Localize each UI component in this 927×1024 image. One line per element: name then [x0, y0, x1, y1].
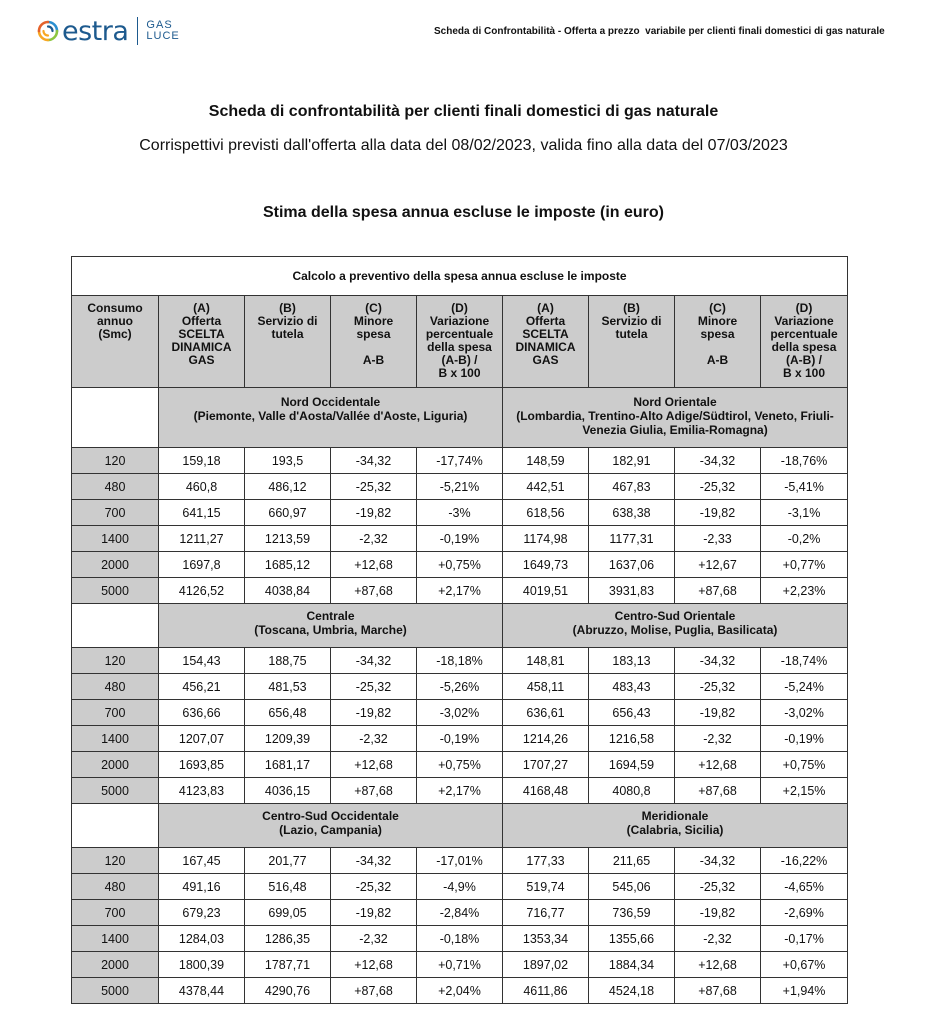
consumption-cell: 1400	[72, 926, 159, 952]
value-d-cell: -18,18%	[417, 648, 503, 674]
header-line: B x 100	[783, 366, 826, 380]
region-list: (Lombardia, Trentino-Alto Adige/Südtirol, Veneto, Friuli-Venezia Giulia, Emilia-Romagna)	[516, 409, 834, 437]
header-line: (C)	[709, 301, 726, 315]
column-header-consumo	[72, 296, 159, 388]
value-a-cell: 641,15	[159, 500, 245, 526]
region-name: Nord Orientale	[633, 395, 717, 409]
value-b-cell: 183,13	[589, 648, 675, 674]
value-a-cell: 460,8	[159, 474, 245, 500]
value-a-cell: 1174,98	[503, 526, 589, 552]
region-header-left	[159, 604, 503, 648]
header-line: Minore	[353, 314, 394, 328]
value-c-cell: +12,68	[675, 752, 761, 778]
value-b-cell: 4036,15	[245, 778, 331, 804]
page-title: Scheda di confrontabilità per clienti finali domestici di gas naturale	[208, 103, 719, 120]
region-header-row	[72, 604, 848, 648]
column-header-b-tutela-right	[589, 296, 675, 388]
value-d-cell: -4,65%	[761, 874, 848, 900]
value-b-cell: 1685,12	[245, 552, 331, 578]
value-d-cell: -17,74%	[417, 448, 503, 474]
column-header-c-minore-spesa-right	[675, 296, 761, 388]
value-d-cell: +2,04%	[417, 978, 503, 1004]
header-line: della spesa	[771, 340, 837, 354]
value-d-cell: -18,76%	[761, 448, 848, 474]
value-c-cell: -25,32	[675, 874, 761, 900]
value-a-cell: 4611,86	[503, 978, 589, 1004]
value-a-cell: 636,61	[503, 700, 589, 726]
column-header-d-variazione-right	[761, 296, 848, 388]
value-b-cell: 4038,84	[245, 578, 331, 604]
table-row	[72, 848, 848, 874]
value-b-cell: 545,06	[589, 874, 675, 900]
region-name: Centro-Sud Occidentale	[262, 809, 399, 823]
header-line: (B)	[279, 301, 296, 315]
value-c-cell: -19,82	[331, 700, 417, 726]
value-b-cell: 483,43	[589, 674, 675, 700]
value-c-cell: -34,32	[675, 448, 761, 474]
value-c-cell: +87,68	[331, 978, 417, 1004]
value-b-cell: 1787,71	[245, 952, 331, 978]
value-a-cell: 148,81	[503, 648, 589, 674]
value-d-cell: -3,02%	[417, 700, 503, 726]
value-b-cell: 1209,39	[245, 726, 331, 752]
region-header-row	[72, 388, 848, 448]
header-line: Variazione	[429, 314, 490, 328]
value-d-cell: -0,19%	[761, 726, 848, 752]
header-line: (D)	[451, 301, 468, 315]
table-row	[72, 874, 848, 900]
value-a-cell: 1353,34	[503, 926, 589, 952]
value-d-cell: -4,9%	[417, 874, 503, 900]
value-d-cell: -17,01%	[417, 848, 503, 874]
value-c-cell: -19,82	[675, 700, 761, 726]
header-line: spesa	[356, 327, 391, 341]
column-header-a-offerta-right	[503, 296, 589, 388]
value-b-cell: 1637,06	[589, 552, 675, 578]
value-d-cell: +0,77%	[761, 552, 848, 578]
header-line: tutela	[615, 327, 648, 341]
value-a-cell: 159,18	[159, 448, 245, 474]
header-line: B x 100	[438, 366, 481, 380]
value-a-cell: 1214,26	[503, 726, 589, 752]
table-row	[72, 674, 848, 700]
value-d-cell: -0,17%	[761, 926, 848, 952]
blank-cell	[72, 388, 159, 448]
column-header-b-tutela-left	[245, 296, 331, 388]
header-line: (B)	[623, 301, 640, 315]
value-a-cell: 1697,8	[159, 552, 245, 578]
value-a-cell: 519,74	[503, 874, 589, 900]
consumption-cell: 2000	[72, 752, 159, 778]
value-d-cell: -3,1%	[761, 500, 848, 526]
value-b-cell: 1216,58	[589, 726, 675, 752]
value-a-cell: 154,43	[159, 648, 245, 674]
value-a-cell: 4123,83	[159, 778, 245, 804]
header-line: Servizio di	[257, 314, 318, 328]
value-b-cell: 516,48	[245, 874, 331, 900]
header-line: Minore	[697, 314, 738, 328]
value-b-cell: 1884,34	[589, 952, 675, 978]
header-line: tutela	[271, 327, 304, 341]
value-b-cell: 3931,83	[589, 578, 675, 604]
value-d-cell: -0,2%	[761, 526, 848, 552]
value-c-cell: -2,32	[675, 926, 761, 952]
consumption-cell: 480	[72, 674, 159, 700]
value-c-cell: -25,32	[331, 674, 417, 700]
value-c-cell: -2,32	[331, 926, 417, 952]
table-row	[72, 752, 848, 778]
consumption-cell: 120	[72, 648, 159, 674]
logo-subtitle: GAS LUCE	[146, 19, 180, 42]
value-a-cell: 1693,85	[159, 752, 245, 778]
consumption-cell: 700	[72, 500, 159, 526]
value-c-cell: -34,32	[675, 648, 761, 674]
value-a-cell: 458,11	[503, 674, 589, 700]
value-c-cell: +87,68	[675, 778, 761, 804]
region-list: (Toscana, Umbria, Marche)	[254, 623, 407, 637]
value-c-cell: -19,82	[675, 500, 761, 526]
consumption-cell: 5000	[72, 978, 159, 1004]
value-a-cell: 716,77	[503, 900, 589, 926]
value-b-cell: 736,59	[589, 900, 675, 926]
value-c-cell: +87,68	[331, 778, 417, 804]
header-line: della spesa	[427, 340, 492, 354]
consumption-cell: 480	[72, 474, 159, 500]
table-row	[72, 700, 848, 726]
consumption-cell: 700	[72, 900, 159, 926]
blank-cell	[72, 604, 159, 648]
region-list: (Calabria, Sicilia)	[626, 823, 724, 837]
value-d-cell: -5,26%	[417, 674, 503, 700]
value-c-cell: -25,32	[331, 874, 417, 900]
value-a-cell: 618,56	[503, 500, 589, 526]
value-c-cell: -25,32	[675, 674, 761, 700]
table-caption: Calcolo a preventivo della spesa annua escluse le imposte	[72, 257, 848, 296]
consumption-cell: 120	[72, 448, 159, 474]
value-b-cell: 1694,59	[589, 752, 675, 778]
value-c-cell: -25,32	[331, 474, 417, 500]
consumption-cell: 480	[72, 874, 159, 900]
value-b-cell: 1213,59	[245, 526, 331, 552]
header-line: Offerta	[181, 314, 222, 328]
value-b-cell: 660,97	[245, 500, 331, 526]
value-b-cell: 481,53	[245, 674, 331, 700]
value-d-cell: +0,67%	[761, 952, 848, 978]
value-a-cell: 456,21	[159, 674, 245, 700]
header-line: GAS	[532, 353, 559, 367]
region-name: Centrale	[306, 609, 355, 623]
value-b-cell: 638,38	[589, 500, 675, 526]
region-list: (Piemonte, Valle d'Aosta/Vallée d'Aoste, Liguria)	[193, 409, 468, 423]
value-b-cell: 4080,8	[589, 778, 675, 804]
header-line: DINAMICA	[515, 340, 576, 354]
value-b-cell: 1177,31	[589, 526, 675, 552]
region-header-right	[503, 388, 848, 448]
value-a-cell: 1284,03	[159, 926, 245, 952]
value-a-cell: 636,66	[159, 700, 245, 726]
table-row	[72, 726, 848, 752]
value-d-cell: +1,94%	[761, 978, 848, 1004]
header-line: Offerta	[525, 314, 566, 328]
header-line: GAS	[188, 353, 215, 367]
value-c-cell: -25,32	[675, 474, 761, 500]
value-d-cell: -2,84%	[417, 900, 503, 926]
value-c-cell: -19,82	[331, 900, 417, 926]
value-b-cell: 656,48	[245, 700, 331, 726]
value-a-cell: 167,45	[159, 848, 245, 874]
value-c-cell: -2,32	[675, 726, 761, 752]
header-line: Servizio di	[601, 314, 662, 328]
value-c-cell: +12,68	[675, 952, 761, 978]
value-c-cell: +87,68	[675, 978, 761, 1004]
table-row	[72, 526, 848, 552]
value-b-cell: 4524,18	[589, 978, 675, 1004]
estra-logo	[36, 14, 180, 48]
region-header-right	[503, 604, 848, 648]
consumption-cell: 1400	[72, 726, 159, 752]
header-line: (D)	[795, 301, 813, 315]
value-c-cell: -2,32	[331, 726, 417, 752]
header-line: (C)	[365, 301, 382, 315]
table-row	[72, 978, 848, 1004]
value-a-cell: 4019,51	[503, 578, 589, 604]
value-a-cell: 1207,07	[159, 726, 245, 752]
table-row	[72, 778, 848, 804]
comparison-table	[71, 256, 848, 1004]
column-header-c-minore-spesa-left	[331, 296, 417, 388]
header-line: Consumo	[87, 301, 143, 315]
value-c-cell: -2,32	[331, 526, 417, 552]
value-d-cell: -2,69%	[761, 900, 848, 926]
value-a-cell: 4168,48	[503, 778, 589, 804]
logo-divider	[137, 17, 138, 45]
value-c-cell: -19,82	[675, 900, 761, 926]
value-d-cell: +0,75%	[417, 552, 503, 578]
value-d-cell: -3,02%	[761, 700, 848, 726]
section-title: Stima della spesa annua escluse le imposte (in euro)	[262, 204, 665, 221]
header-line: (A-B) /	[786, 353, 823, 367]
value-b-cell: 188,75	[245, 648, 331, 674]
table-row	[72, 578, 848, 604]
value-c-cell: -34,32	[331, 448, 417, 474]
value-c-cell: -34,32	[675, 848, 761, 874]
header-line: (A)	[537, 301, 554, 315]
value-d-cell: -16,22%	[761, 848, 848, 874]
header-line: (A)	[193, 301, 210, 315]
value-d-cell: -5,41%	[761, 474, 848, 500]
consumption-cell: 120	[72, 848, 159, 874]
value-d-cell: +0,71%	[417, 952, 503, 978]
region-header-left	[159, 388, 503, 448]
value-d-cell: +0,75%	[761, 752, 848, 778]
region-header-left	[159, 804, 503, 848]
region-name: Centro-Sud Orientale	[614, 609, 736, 623]
value-a-cell: 1211,27	[159, 526, 245, 552]
header-line: A-B	[706, 353, 729, 367]
value-c-cell: -19,82	[331, 500, 417, 526]
value-b-cell: 193,5	[245, 448, 331, 474]
value-c-cell: -34,32	[331, 648, 417, 674]
value-a-cell: 1800,39	[159, 952, 245, 978]
value-b-cell: 486,12	[245, 474, 331, 500]
table-row	[72, 952, 848, 978]
value-b-cell: 182,91	[589, 448, 675, 474]
header-line: (Smc)	[98, 327, 132, 341]
header-line: SCELTA	[522, 327, 569, 341]
table-row	[72, 900, 848, 926]
value-d-cell: -0,19%	[417, 526, 503, 552]
value-d-cell: +2,17%	[417, 778, 503, 804]
header-line: A-B	[362, 353, 385, 367]
value-c-cell: +12,68	[331, 952, 417, 978]
table-row	[72, 474, 848, 500]
region-name: Meridionale	[641, 809, 709, 823]
consumption-cell: 1400	[72, 526, 159, 552]
value-c-cell: +12,67	[675, 552, 761, 578]
value-d-cell: +2,23%	[761, 578, 848, 604]
value-d-cell: +2,17%	[417, 578, 503, 604]
value-d-cell: -0,18%	[417, 926, 503, 952]
column-header-a-offerta-left	[159, 296, 245, 388]
value-a-cell: 4378,44	[159, 978, 245, 1004]
value-d-cell: +0,75%	[417, 752, 503, 778]
header-line: SCELTA	[178, 327, 225, 341]
value-a-cell: 177,33	[503, 848, 589, 874]
value-d-cell: -5,21%	[417, 474, 503, 500]
blank-cell	[72, 804, 159, 848]
value-a-cell: 1649,73	[503, 552, 589, 578]
value-b-cell: 467,83	[589, 474, 675, 500]
consumption-cell: 2000	[72, 552, 159, 578]
table-row	[72, 926, 848, 952]
value-b-cell: 211,65	[589, 848, 675, 874]
header-line: annuo	[97, 314, 133, 328]
logo-brand-text: estra	[62, 15, 129, 47]
table-row	[72, 552, 848, 578]
document-header-label: Scheda di Confrontabilità - Offerta a prezzo variabile per clienti finali domestici di gas naturale	[434, 26, 885, 37]
value-b-cell: 699,05	[245, 900, 331, 926]
header-line: percentuale	[770, 327, 838, 341]
header-line: Variazione	[774, 314, 834, 328]
table-row	[72, 648, 848, 674]
region-name: Nord Occidentale	[280, 395, 381, 409]
column-header-row	[72, 296, 848, 388]
value-c-cell: +12,68	[331, 752, 417, 778]
validity-subtitle: Corrispettivi previsti dall'offerta alla data del 08/02/2023, valida fino alla data del 07/03/2023	[139, 137, 788, 154]
region-header-row	[72, 804, 848, 848]
region-list: (Lazio, Campania)	[279, 823, 382, 837]
consumption-cell: 5000	[72, 778, 159, 804]
value-d-cell: -0,19%	[417, 726, 503, 752]
column-header-d-variazione-left	[417, 296, 503, 388]
value-d-cell: +2,15%	[761, 778, 848, 804]
value-d-cell: -3%	[417, 500, 503, 526]
value-b-cell: 1355,66	[589, 926, 675, 952]
table-row	[72, 500, 848, 526]
value-a-cell: 491,16	[159, 874, 245, 900]
value-c-cell: +87,68	[675, 578, 761, 604]
value-b-cell: 1286,35	[245, 926, 331, 952]
value-d-cell: -5,24%	[761, 674, 848, 700]
value-c-cell: +12,68	[331, 552, 417, 578]
header-line: percentuale	[425, 327, 494, 341]
consumption-cell: 700	[72, 700, 159, 726]
value-c-cell: +87,68	[331, 578, 417, 604]
value-a-cell: 4126,52	[159, 578, 245, 604]
value-b-cell: 4290,76	[245, 978, 331, 1004]
region-list: (Abruzzo, Molise, Puglia, Basilicata)	[572, 623, 778, 637]
estra-swirl-logo-icon	[36, 19, 60, 43]
value-a-cell: 679,23	[159, 900, 245, 926]
value-a-cell: 1897,02	[503, 952, 589, 978]
value-b-cell: 656,43	[589, 700, 675, 726]
value-a-cell: 442,51	[503, 474, 589, 500]
region-header-right	[503, 804, 848, 848]
value-c-cell: -34,32	[331, 848, 417, 874]
value-a-cell: 1707,27	[503, 752, 589, 778]
value-c-cell: -2,33	[675, 526, 761, 552]
header-line: spesa	[700, 327, 735, 341]
value-b-cell: 1681,17	[245, 752, 331, 778]
consumption-cell: 2000	[72, 952, 159, 978]
consumption-cell: 5000	[72, 578, 159, 604]
value-b-cell: 201,77	[245, 848, 331, 874]
header-line: (A-B) /	[441, 353, 478, 367]
table-row	[72, 448, 848, 474]
header-line: DINAMICA	[171, 340, 232, 354]
value-a-cell: 148,59	[503, 448, 589, 474]
value-d-cell: -18,74%	[761, 648, 848, 674]
